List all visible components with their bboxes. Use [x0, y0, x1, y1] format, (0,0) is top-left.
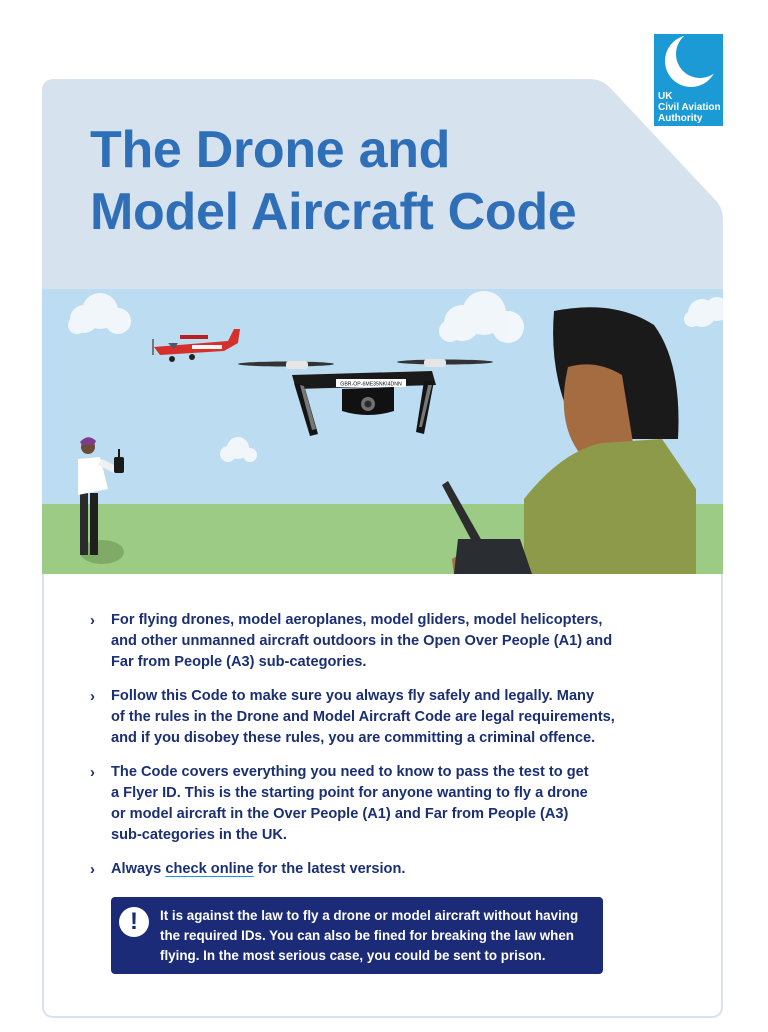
logo-line: Authority	[658, 113, 703, 124]
bullet-line: Follow this Code to make sure you always fly safely and legally. Many	[111, 688, 595, 704]
chevron-right-icon: ›	[90, 861, 95, 878]
bullet-line: Far from People (A3) sub-categories.	[111, 654, 367, 670]
bullet-text: for the latest version.	[253, 861, 406, 877]
info-bullet-list	[90, 610, 630, 893]
exclamation-icon: !	[119, 907, 149, 937]
list-item	[90, 610, 630, 673]
bullet-line: of the rules in the Drone and Model Aircraft Code are legal requirements,	[111, 709, 615, 725]
logo-line: UK	[658, 91, 673, 102]
bullet-line: The Code covers everything you need to know to pass the test to get	[111, 764, 589, 780]
list-item	[90, 762, 630, 846]
bullet-text: Always	[111, 861, 166, 877]
warning-line: the required IDs. You can also be fined for breaking the law when	[160, 928, 574, 943]
bullet-line: a Flyer ID. This is the starting point for anyone wanting to fly a drone	[111, 785, 588, 801]
warning-text	[160, 906, 600, 966]
chevron-right-icon: ›	[90, 612, 95, 629]
bullet-line: sub-categories in the UK.	[111, 827, 287, 843]
title-line: Model Aircraft Code	[90, 183, 577, 241]
bullet-line: and if you disobey these rules, you are committing a criminal offence.	[111, 730, 596, 746]
warning-line: flying. In the most serious case, you could be sent to prison.	[160, 948, 546, 963]
drone-registration: GBR-OP-6ME35NKI4DNN	[340, 381, 402, 388]
bullet-line: and other unmanned aircraft outdoors in the Open Over People (A1) and	[111, 633, 613, 649]
drone-illustration	[42, 289, 723, 574]
list-item	[90, 686, 630, 749]
title-line: The Drone and	[90, 121, 451, 179]
bullet-line: For flying drones, model aeroplanes, model gliders, model helicopters,	[111, 612, 603, 628]
list-item	[90, 859, 630, 880]
chevron-right-icon: ›	[90, 688, 95, 705]
logo-line: Civil Aviation	[658, 102, 721, 113]
check-online-link[interactable]: check online	[165, 861, 254, 877]
page-title	[90, 119, 576, 243]
chevron-right-icon: ›	[90, 764, 95, 781]
bullet-line: or model aircraft in the Over People (A1) and Far from People (A3)	[111, 806, 569, 822]
warning-line: It is against the law to fly a drone or model aircraft without having	[160, 908, 579, 923]
legal-warning-box	[111, 897, 603, 974]
